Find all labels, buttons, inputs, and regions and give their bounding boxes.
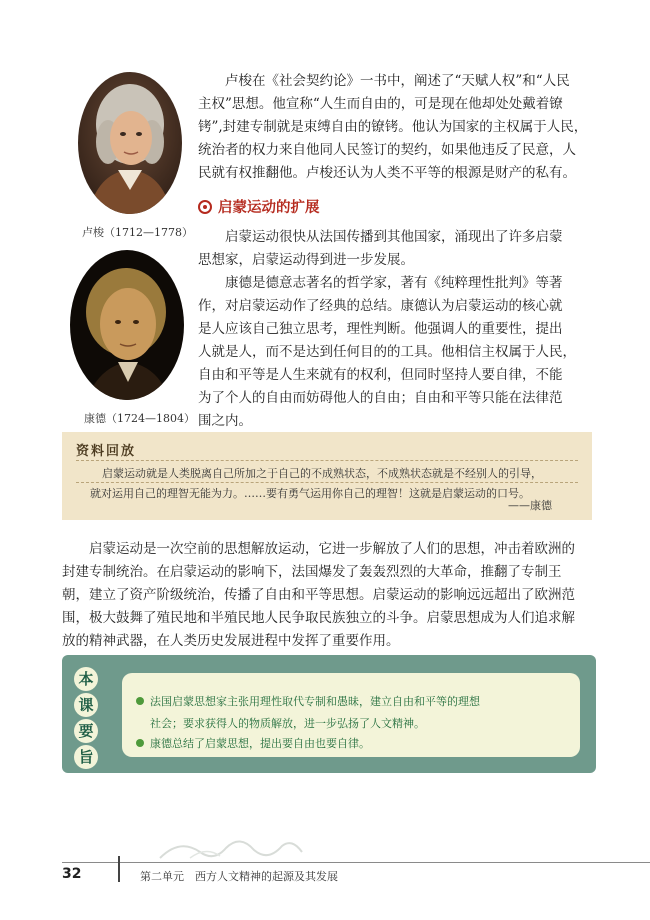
quote-line: 就对运用自己的理智无能为力。……要有勇气运用你自己的理智！这就是启蒙运动的口号。 xyxy=(90,487,530,500)
dashed-divider xyxy=(76,460,578,461)
cloud-ornament-icon xyxy=(150,832,310,862)
rousseau-portrait xyxy=(78,72,182,214)
summary-label-char: 课 xyxy=(74,693,98,717)
text-line: 卢梭在《社会契约论》一书中，阐述了“天赋人权”和“人民 xyxy=(225,73,570,89)
text-line: 启蒙运动是一次空前的思想解放运动，它进一步解放了人们的思想，冲击着欧洲的 xyxy=(89,541,575,557)
summary-point-text: 法国启蒙思想家主张用理性取代专制和愚昧，建立自由和平等的理想 xyxy=(150,695,480,708)
text-line: 启蒙运动很快从法国传播到其他国家，涌现出了许多启蒙 xyxy=(225,229,563,245)
quote-line: 启蒙运动就是人类脱离自己所加之于自己的不成熟状态，不成熟状态就是不经别人的引导， xyxy=(102,467,542,480)
section-title-text: 启蒙运动的扩展 xyxy=(218,200,320,216)
footer-separator xyxy=(118,856,120,882)
green-dot-icon xyxy=(136,697,144,705)
conclusion-paragraph xyxy=(62,538,592,653)
kant-caption: 康德（1724—1804） xyxy=(84,412,195,425)
text-line: 围之内。 xyxy=(198,413,252,429)
summary-point-text: 康德总结了启蒙思想，提出要自由也要自律。 xyxy=(150,737,370,750)
rousseau-paragraph xyxy=(198,70,590,185)
circle-bullet-icon xyxy=(198,200,212,214)
summary-point xyxy=(136,693,480,709)
text-line: 朝，建立了资产阶级统治，传播了自由和平等思想。启蒙运动的影响远远超出了欧洲范 xyxy=(62,587,575,603)
rousseau-caption: 卢梭（1712—1778） xyxy=(82,226,193,239)
summary-label-char: 本 xyxy=(74,667,98,691)
text-line: 铐”,封建专制就是束缚自由的镣铐。他认为国家的主权属于人民， xyxy=(198,119,588,135)
text-line: 康德是德意志著名的哲学家，著有《纯粹理性批判》等著 xyxy=(225,275,563,291)
summary-label-char: 要 xyxy=(74,719,98,743)
section-title xyxy=(198,196,320,217)
unit-title: 第二单元 西方人文精神的起源及其发展 xyxy=(140,870,338,883)
text-line: 作，对启蒙运动作了经典的总结。康德认为启蒙运动的核心就 xyxy=(198,298,563,314)
text-line: 自由和平等是人生来就有的权利，但同时坚持人要自律，不能 xyxy=(198,367,563,383)
summary-point-continued: 社会；要求获得人的物质解放，进一步弘扬了人文精神。 xyxy=(150,717,425,730)
green-dot-icon xyxy=(136,739,144,747)
text-line: 人就是人，而不是达到任何目的的工具。他相信主权属于人民， xyxy=(198,344,576,360)
text-line: 为了个人的自由而妨碍他人的自由；自由和平等只能在法律范 xyxy=(198,390,563,406)
page-number: 32 xyxy=(62,866,82,882)
dashed-divider xyxy=(76,482,578,483)
summary-label-char: 旨 xyxy=(74,745,98,769)
kant-portrait xyxy=(70,250,184,400)
text-line: 民就有权推翻他。卢梭还认为人类不平等的根源是财产的私有。 xyxy=(198,165,576,181)
kant-paragraph xyxy=(198,272,590,433)
lesson-summary-box xyxy=(62,655,596,773)
text-line: 是人应该自己独立思考，理性判断。他强调人的重要性，提出 xyxy=(198,321,563,337)
text-line: 主权”思想。他宣称“人生而自由的，可是现在他却处处戴着镣 xyxy=(198,96,563,112)
footer-rule xyxy=(62,862,650,863)
spread-paragraph xyxy=(198,226,590,272)
summary-content xyxy=(122,673,580,757)
text-line: 封建专制统治。在启蒙运动的影响下，法国爆发了轰轰烈烈的大革命，推翻了专制王 xyxy=(62,564,562,580)
text-line: 围，极大鼓舞了殖民地和半殖民地人民争取民族独立的斗争。启蒙思想成为人们追求解 xyxy=(62,610,575,626)
summary-point xyxy=(136,735,370,751)
material-tag: 资料回放 xyxy=(76,444,137,459)
quote-author: ——康德 xyxy=(508,499,552,512)
text-line: 统治者的权力来自他同人民签订的契约，如果他违反了民意，人 xyxy=(198,142,576,158)
text-line: 思想家，启蒙运动得到进一步发展。 xyxy=(198,252,414,268)
material-box xyxy=(62,432,592,520)
text-line: 放的精神武器，在人类历史发展进程中发挥了重要作用。 xyxy=(62,633,400,649)
